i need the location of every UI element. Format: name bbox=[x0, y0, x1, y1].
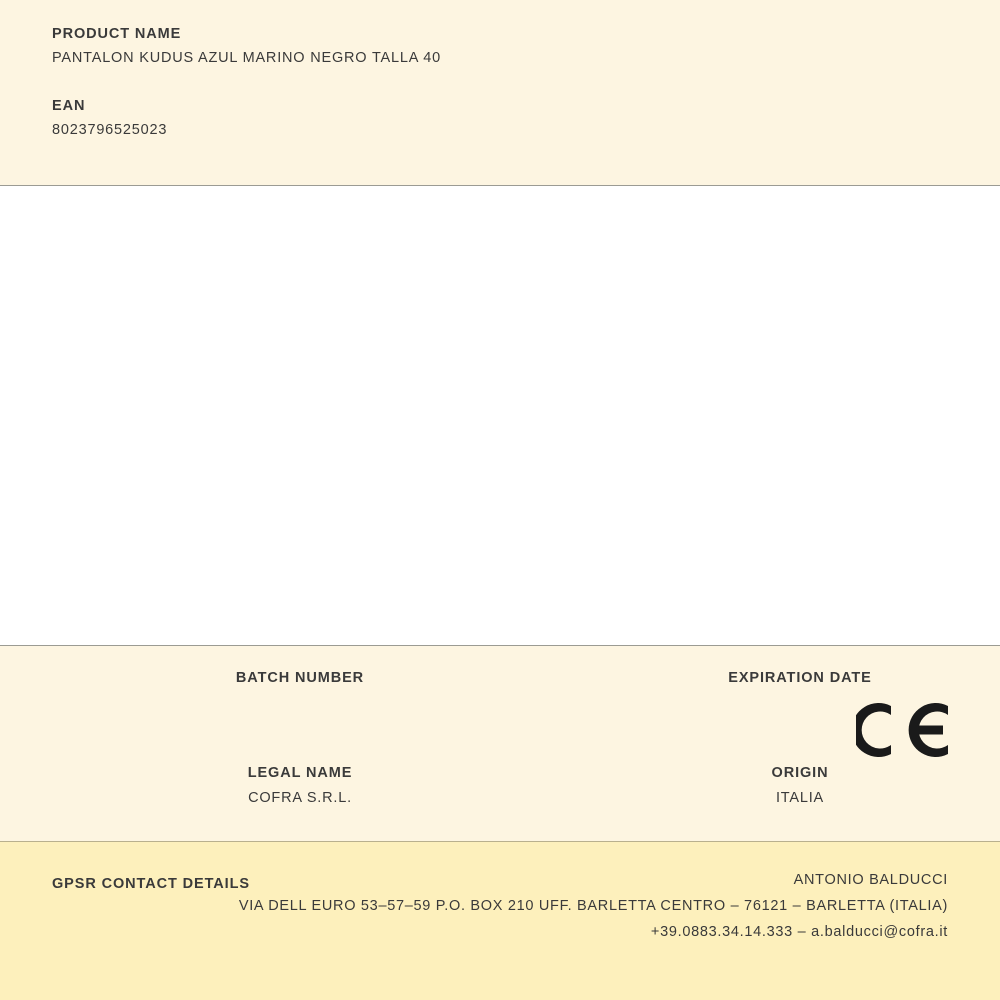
blank-content-area bbox=[0, 186, 1000, 646]
details-row-spacer bbox=[0, 711, 1000, 765]
batch-number-cell bbox=[0, 670, 600, 711]
product-name-label: PRODUCT NAME bbox=[52, 26, 182, 42]
ce-mark-icon bbox=[856, 698, 948, 762]
gpsr-contact-name: ANTONIO BALDUCCI bbox=[793, 872, 948, 888]
product-info-section bbox=[0, 0, 1000, 186]
details-row-legal bbox=[0, 765, 1000, 806]
product-name-field bbox=[52, 26, 950, 66]
legal-name-cell bbox=[0, 765, 600, 806]
ean-value: 8023796525023 bbox=[52, 122, 168, 138]
product-name-value: PANTALON KUDUS AZUL MARINO NEGRO TALLA 40 bbox=[52, 50, 441, 66]
expiration-date-label: EXPIRATION DATE bbox=[728, 670, 872, 686]
legal-name-value: COFRA S.R.L. bbox=[248, 790, 352, 806]
ean-label: EAN bbox=[52, 98, 86, 114]
batch-number-value bbox=[0, 695, 600, 711]
origin-value: ITALIA bbox=[775, 790, 825, 806]
gpsr-address: VIA DELL EURO 53–57–59 P.O. BOX 210 UFF. BARLETTA CENTRO – 76121 – BARLETTA (ITALIA) bbox=[238, 898, 948, 914]
details-section bbox=[0, 646, 1000, 842]
origin-label: ORIGIN bbox=[771, 765, 829, 781]
details-row-batch bbox=[0, 670, 1000, 711]
origin-cell bbox=[600, 765, 1000, 806]
gpsr-phone-email: +39.0883.34.14.333 – a.balducci@cofra.it bbox=[650, 924, 948, 940]
gpsr-footer-section bbox=[0, 842, 1000, 1000]
legal-name-label: LEGAL NAME bbox=[247, 765, 353, 781]
gpsr-contact-title: GPSR CONTACT DETAILS bbox=[52, 876, 250, 892]
ean-field bbox=[52, 98, 950, 138]
batch-number-label: BATCH NUMBER bbox=[235, 670, 365, 686]
